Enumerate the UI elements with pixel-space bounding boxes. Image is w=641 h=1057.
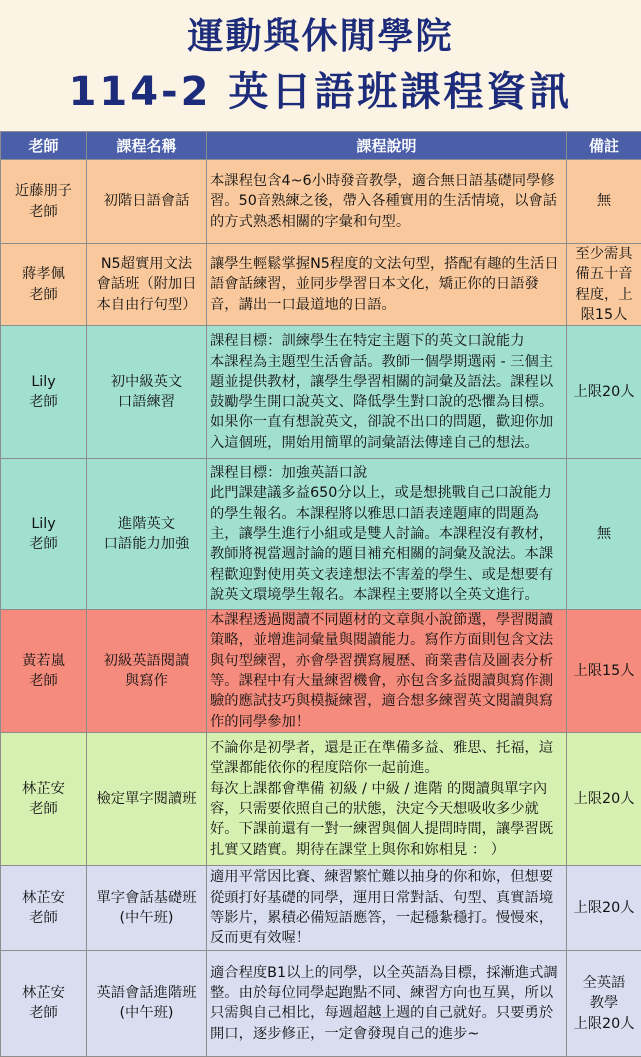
description-cell: 適用平常因比賽、練習繁忙難以抽身的你和妳，但想要從頭打好基礎的同學，運用日常對話、句型、真實語境等影片，累積必備短語應答，一起穩紮穩打。慢慢來，反而更有效喔！: [207, 865, 567, 950]
teacher-cell: 林芷安 老師: [1, 732, 87, 865]
note-cell: 上限20人: [567, 865, 641, 950]
note-cell: 上限20人: [567, 732, 641, 865]
note-cell: 無: [567, 459, 641, 610]
page-header: [0, 0, 641, 131]
course-name-cell: 檢定單字閱讀班: [87, 732, 207, 865]
description-cell: 讓學生輕鬆掌握N5程度的文法句型，搭配有趣的生活日語會話練習，並同步學習日本文化，矯正你的日語發音，講出一口最道地的日語。: [207, 244, 567, 326]
column-header-teacher: 老師: [1, 132, 87, 160]
note-cell: 至少需具 備五十音 程度，上 限15人: [567, 244, 641, 326]
course-name-cell: 英語會話進階班 (中午班): [87, 950, 207, 1056]
teacher-cell: 黃若嵐 老師: [1, 610, 87, 733]
course-name-cell: 初級英語閱讀 與寫作: [87, 610, 207, 733]
page-subtitle: 114-2 英日語班課程資訊: [0, 60, 641, 117]
teacher-cell: Lily 老師: [1, 326, 87, 459]
table-row: [1, 459, 641, 610]
table-row: [1, 326, 641, 459]
course-name-cell: 單字會話基礎班 (中午班): [87, 865, 207, 950]
teacher-cell: Lily 老師: [1, 459, 87, 610]
note-cell: 全英語 教學 上限20人: [567, 950, 641, 1056]
course-name-cell: 初階日語會話: [87, 160, 207, 244]
table-row: [1, 160, 641, 244]
table-row: [1, 244, 641, 326]
description-cell: 本課程包含4~6小時發音教學，適合無日語基礎同學修習。50音熟練之後，帶入各種實用的生活情境，以會話的方式熟悉相關的字彙和句型。: [207, 160, 567, 244]
column-header-note: 備註: [567, 132, 641, 160]
note-cell: 上限20人: [567, 326, 641, 459]
description-cell: 適合程度B1以上的同學，以全英語為目標，採漸進式調整。由於每位同學起跑點不同、練習方向也互異，所以只需與自己相比，每週超越上週的自己就好。只要勇於開口，逐步修正，一定會發現自己的進步~: [207, 950, 567, 1056]
column-header-description: 課程說明: [207, 132, 567, 160]
table-row: [1, 865, 641, 950]
course-table: [0, 131, 641, 1057]
table-row: [1, 950, 641, 1056]
note-cell: 上限15人: [567, 610, 641, 733]
table-row: [1, 732, 641, 865]
course-name-cell: 進階英文 口語能力加強: [87, 459, 207, 610]
table-header-row: [1, 132, 641, 160]
note-cell: 無: [567, 160, 641, 244]
teacher-cell: 近藤朋子 老師: [1, 160, 87, 244]
page-title: 運動與休閒學院: [0, 8, 641, 59]
table-row: [1, 610, 641, 733]
description-cell: 不論你是初學者，還是正在準備多益、雅思、托福，這堂課都能依你的程度陪你一起前進。 每次上課都會準備 初級 / 中級 / 進階 的閱讀與單字內容，只需要依照自己的狀態，決定今天想吸收多少就好。下課前還有一對一練習與個人提問時間，讓學習既扎實又踏實。期待在課堂上與你和妳相見 ： ）: [207, 732, 567, 865]
teacher-cell: 林芷安 老師: [1, 950, 87, 1056]
column-header-course: 課程名稱: [87, 132, 207, 160]
course-name-cell: 初中級英文 口語練習: [87, 326, 207, 459]
teacher-cell: 蔣孝佩 老師: [1, 244, 87, 326]
teacher-cell: 林芷安 老師: [1, 865, 87, 950]
course-name-cell: N5超實用文法 會話班（附加日 本自由行句型）: [87, 244, 207, 326]
description-cell: 課程目標：訓練學生在特定主題下的英文口說能力 本課程為主題型生活會話。教師一個學期選兩 - 三個主題並提供教材，讓學生學習相關的詞彙及語法。課程以鼓勵學生開口說英文、降低學生對口說的恐懼為目標。如果你一直有想說英文，卻說不出口的問題，歡迎你加入這個班，開始用簡單的詞彙語法傳達自己的想法。: [207, 326, 567, 459]
description-cell: 本課程透過閱讀不同題材的文章與小說節選，學習閱讀策略，並增進詞彙量與閱讀能力。寫作方面則包含文法與句型練習，亦會學習撰寫履歷、商業書信及圖表分析等。課程中有大量練習機會，亦包含多益閱讀與寫作測驗的應試技巧與模擬練習，適合想多練習英文閱讀與寫作的同學參加！: [207, 610, 567, 733]
description-cell: 課程目標：加強英語口說 此門課建議多益650分以上，或是想挑戰自己口說能力的學生報名。本課程將以雅思口語表達題庫的問題為主，讓學生進行小組或是雙人討論。本課程沒有教材，教師將視當週討論的題目補充相關的詞彙及說法。本課程歡迎對使用英文表達想法不害羞的學生、或是想要有說英文環境學生報名。本課程主要將以全英文進行。: [207, 459, 567, 610]
